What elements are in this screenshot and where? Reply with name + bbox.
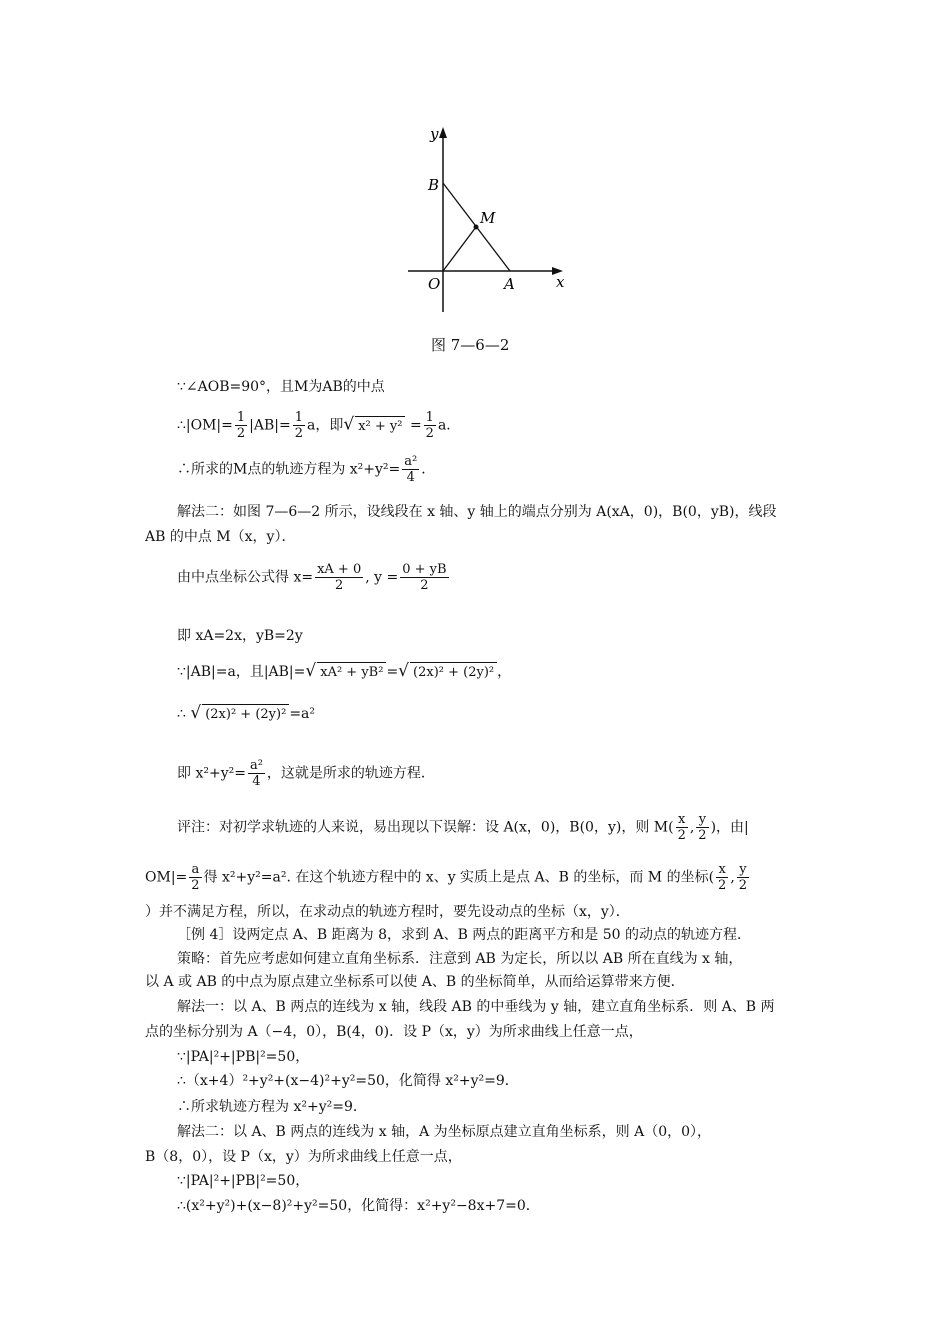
t: = [386, 664, 399, 680]
line-9 [177, 703, 315, 725]
segment-om [443, 227, 476, 271]
fraction-x-2: $\frac{x}{2}$ [677, 812, 686, 843]
line-13: ）并不满足方程，所以，在求动点的轨迹方程时，要先设动点的坐标（x，y）． [145, 904, 630, 920]
fraction-y-2: $\frac{y}{2}$ [698, 812, 707, 843]
t: a，即 [307, 417, 344, 434]
t: |AB|= [249, 417, 291, 434]
line-15: 策略：首先应考虑如何建立直角坐标系．注意到 AB 为定长，所以以 AB 所在直线为 x 轴， [177, 951, 743, 967]
radical-sign: √ [343, 414, 355, 435]
t: =a² [289, 706, 316, 722]
line-23: B（8，0），设 P（x，y）为所求曲线上任意一点， [145, 1149, 462, 1165]
t: , y = [365, 569, 399, 586]
line-5: AB 的中点 M（x，y）． [145, 529, 296, 545]
t: 由中点坐标公式得 x= [177, 569, 314, 586]
t: ∴所求的M点的轨迹方程为 x²+y²= [177, 461, 401, 478]
line-3 [177, 454, 435, 485]
label-x: x [556, 273, 565, 291]
fraction-a2-4: $\frac{\text{a²}}{4}$ [249, 758, 263, 789]
line-18: 点的坐标分别为 A（−4，0），B(4，0)．设 P（x，y）为所求曲线上任意一点， [145, 1024, 643, 1040]
fraction-half: $\frac{1}{2}$ [425, 410, 434, 441]
radicand: (2x)² + (2y)² [202, 704, 289, 725]
radicand: (2x)² + (2y)² [410, 662, 497, 683]
radical-sign: √ [190, 703, 202, 723]
line-16: 以 A 或 AB 的中点为原点建立坐标系可以使 A、B 的坐标简单，从而给运算带来方便． [145, 974, 685, 990]
line-17: 解法一：以 A、B 两点的连线为 x 轴，线段 AB 的中垂线为 y 轴，建立直角坐标系．则 A、B 两 [177, 999, 775, 1015]
t: ∴ [177, 706, 186, 722]
line-2 [177, 410, 460, 441]
t: 得 x²+y²=a². 在这个轨迹方程中的 x、y 实质上是点 A、B 的坐标，而 M 的坐标( [203, 869, 715, 886]
label-b: B [428, 176, 440, 194]
fraction-y-2: $\frac{y}{2}$ [738, 862, 748, 893]
figure-7-6-2 [400, 122, 570, 322]
line-8 [177, 661, 511, 683]
radical-sign: √ [305, 661, 317, 681]
t: ∵|AB|=a，且|AB|= [177, 664, 306, 680]
t: ． [421, 461, 436, 478]
fraction-a2-4: $\frac{\text{a²}}{4}$ [404, 454, 418, 485]
fraction-half: $\frac{1}{2}$ [294, 410, 304, 441]
t: 即 x²+y²= [177, 765, 246, 782]
line-22: 解法二：以 A、B 两点的连线为 x 轴，A 为坐标原点建立直角坐标系，则 A（0，0）， [177, 1124, 712, 1140]
figure-caption: 图 7—6—2 [431, 336, 510, 354]
t: ，这就是所求的轨迹方程． [266, 765, 435, 782]
fraction-half: $\frac{1}{2}$ [236, 410, 246, 441]
line-11: 评注：对初学求轨迹的人来说，易出现以下误解：设 A(x，0)，B(0，y)，则 M( $\frac{x}{2}$ , $\frac{y}{2}$ )，由| [177, 812, 749, 843]
line-20: ∴（x+4）²+y²+(x−4)²+y²=50，化简得 x²+y²=9． [177, 1073, 519, 1089]
line-6 [177, 562, 451, 593]
fraction-xa: $\frac{xA + 0}{2}$ [317, 562, 362, 593]
radicand: x² + y² [355, 416, 405, 437]
label-o: O [428, 275, 441, 293]
line-21: ∴所求轨迹方程为 x²+y²=9． [177, 1099, 367, 1115]
t: 评注：对初学求轨迹的人来说，易出现以下误解：设 A(x，0)，B(0，y)，则 M( [177, 819, 674, 836]
t: OM|= [145, 869, 188, 886]
t: ， [497, 664, 512, 680]
t: = [409, 417, 422, 434]
point-m [474, 225, 479, 230]
fraction-yb: $\frac{0 + yB}{2}$ [402, 562, 447, 593]
t: )，由| [710, 819, 749, 836]
fraction-x-2: $\frac{x}{2}$ [718, 862, 727, 893]
label-y: y [430, 125, 439, 143]
line-10 [177, 758, 435, 789]
line-14: ［例 4］设两定点 A、B 距离为 8，求到 A、B 两点的距离平方和是 50 的动点的轨迹方程． [177, 927, 752, 943]
radicand: xA² + yB² [317, 662, 386, 683]
y-axis-arrow [439, 127, 447, 138]
line-24: ∵|PA|²+|PB|²=50， [177, 1173, 310, 1189]
line-19: ∵|PA|²+|PB|²=50， [177, 1049, 310, 1065]
radical-sign: √ [398, 661, 410, 681]
line-12: OM|= $\frac{a}{2}$ 得 x²+y²=a². 在这个轨迹方程中的 x、y 实质上是点 A、B 的坐标，而 M 的坐标( $\frac{x}{2}$ , $\frac{y}{2}$ [145, 862, 748, 893]
fraction-a-2: $\frac{a}{2}$ [191, 862, 200, 893]
line-7: 即 xA=2x，yB=2y [177, 628, 303, 644]
line-25: ∴(x²+y²)+(x−8)²+y²=50，化简得：x²+y²−8x+7=0． [177, 1198, 540, 1214]
line-4: 解法二：如图 7—6—2 所示，设线段在 x 轴、y 轴上的端点分别为 A(xA，0)，B(0，yB)，线段 [177, 504, 777, 520]
label-a: A [504, 275, 515, 293]
line-1: ∵∠AOB=90°，且M为AB的中点 [177, 379, 385, 395]
t: a． [437, 417, 461, 434]
label-m: M [480, 209, 496, 227]
t: ∴|OM|= [177, 417, 233, 434]
